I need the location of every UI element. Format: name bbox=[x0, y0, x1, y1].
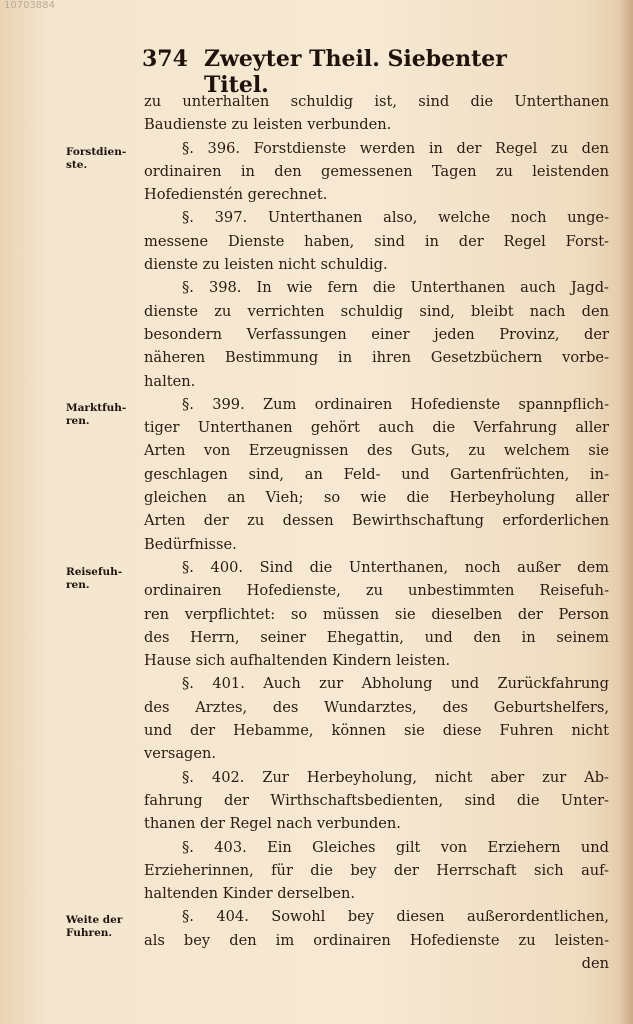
text-line: ordinairen in den gemessenen Tagen zu leistenden bbox=[144, 162, 609, 180]
text-line: als bey den im ordinairen Hofedienste zu leisten- bbox=[144, 931, 609, 949]
margin-note: Marktfuh- ren. bbox=[66, 402, 127, 427]
scan-reference-id: 10703884 bbox=[4, 0, 55, 11]
text-line: Bedürfnisse. bbox=[144, 535, 237, 553]
margin-note: Reisefuh- ren. bbox=[66, 566, 123, 591]
text-line: dienste zu leisten nicht schuldig. bbox=[144, 256, 388, 274]
text-line: ordinairen Hofedienste, zu unbestimmten Reisefuh- bbox=[144, 582, 609, 600]
text-line: des Arztes, des Wundarztes, des Geburtshelfers, bbox=[144, 698, 609, 716]
text-line: §. 401. Auch zur Abholung und Zurückfahrung bbox=[182, 675, 609, 693]
text-line: Hause sich aufhaltenden Kindern leisten. bbox=[144, 652, 451, 670]
text-line: §. 399. Zum ordinairen Hofedienste spannpflich- bbox=[182, 395, 609, 413]
margin-note: Weite der Fuhren. bbox=[66, 914, 123, 939]
text-line: §. 398. In wie fern die Unterthanen auch Jagd- bbox=[182, 279, 609, 297]
text-line: Arten von Erzeugnissen des Guts, zu welchem sie bbox=[144, 442, 609, 460]
catchword: den bbox=[581, 954, 609, 972]
running-title: Zweyter Theil. Siebenter Titel. bbox=[203, 46, 507, 98]
text-line: §. 397. Unterthanen also, welche noch unge- bbox=[182, 209, 609, 227]
text-line: geschlagen sind, an Feld- und Gartenfrüchten, in- bbox=[144, 465, 609, 483]
margin-note: Forstdien- ste. bbox=[66, 146, 127, 171]
text-line: Arten der zu dessen Bewirthschaftung erforderlichen bbox=[144, 512, 609, 530]
text-line: Hofedienstén gerechnet. bbox=[144, 186, 328, 204]
text-line: thanen der Regel nach verbunden. bbox=[144, 815, 401, 833]
text-line: fahrung der Wirthschaftsbedienten, sind die Unter- bbox=[144, 791, 609, 809]
text-line: §. 403. Ein Gleiches gilt von Erziehern und bbox=[182, 838, 609, 856]
text-line: halten. bbox=[144, 372, 196, 390]
text-line: haltenden Kinder derselben. bbox=[144, 885, 356, 903]
text-line: §. 396. Forstdienste werden in der Regel zu den bbox=[182, 139, 609, 157]
text-line: Erzieherinnen, für die bey der Herrschaft sich auf- bbox=[144, 861, 609, 879]
text-line: gleichen an Vieh; so wie die Herbeyholung aller bbox=[144, 489, 609, 507]
page-number: 374 bbox=[142, 46, 188, 72]
text-line: zu unterhalten schuldig ist, sind die Unterthanen bbox=[144, 93, 609, 110]
text-line: dienste zu verrichten schuldig sind, bleibt nach den bbox=[144, 302, 609, 320]
text-line: §. 404. Sowohl bey diesen außerordentlichen, bbox=[182, 908, 609, 926]
text-line: ren verpflichtet: so müssen sie dieselben der Person bbox=[144, 605, 609, 623]
running-header bbox=[142, 46, 554, 98]
text-line: tiger Unterthanen gehört auch die Verfahrung aller bbox=[144, 419, 609, 437]
text-line: messene Dienste haben, sind in der Regel Forst- bbox=[144, 232, 609, 250]
page-edge-shadow bbox=[619, 0, 633, 1024]
text-line: näheren Bestimmung in ihren Gesetzbüchern vorbe- bbox=[144, 349, 609, 367]
text-line: des Herrn, seiner Ehegattin, und den in seinem bbox=[144, 628, 609, 646]
text-line: §. 400. Sind die Unterthanen, noch außer dem bbox=[182, 558, 609, 576]
text-line: Baudienste zu leisten verbunden. bbox=[144, 116, 392, 134]
body-text bbox=[144, 90, 609, 975]
text-line: und der Hebamme, können sie diese Fuhren nicht bbox=[144, 722, 609, 740]
text-line: besondern Verfassungen einer jeden Provinz, der bbox=[144, 325, 609, 343]
text-line: versagen. bbox=[144, 745, 217, 763]
text-line: §. 402. Zur Herbeyholung, nicht aber zur Ab- bbox=[182, 768, 609, 786]
